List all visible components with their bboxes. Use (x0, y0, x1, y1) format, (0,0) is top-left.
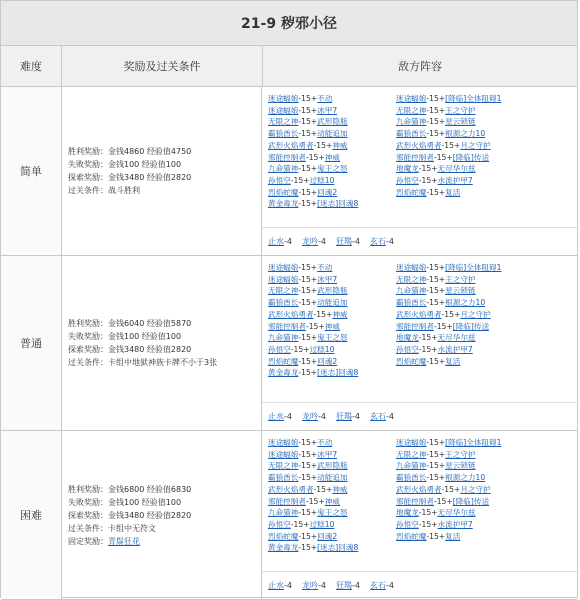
enemy-skill-link[interactable]: 星云锁链 (445, 286, 476, 296)
enemy-list (262, 256, 577, 379)
enemy-entry (268, 152, 396, 164)
enemy-skill-link[interactable]: 不动 (317, 94, 333, 103)
enemy-skill-link[interactable]: 水流护甲7 (437, 175, 473, 185)
rune-link[interactable]: 玄石 (369, 581, 386, 590)
enemy-card-link[interactable]: 迷途蝠娘 (268, 438, 299, 447)
enemy-card-link[interactable]: 武形火焰勇者 (268, 140, 314, 150)
rune-level: -4 (351, 237, 360, 246)
enemy-entry (396, 437, 524, 449)
rune-link[interactable]: 止水 (268, 412, 284, 421)
enemy-skill-link[interactable]: 过糕10 (309, 344, 335, 354)
enemy-card-link[interactable]: 地魔龙 (396, 508, 419, 518)
enemy-level: -15+ (298, 286, 318, 296)
enemies-cell (262, 256, 577, 430)
enemy-level: -15+ (298, 274, 318, 284)
enemy-entry (268, 460, 396, 472)
enemy-card-link[interactable]: 黄金毒龙 (268, 199, 299, 209)
reward-line: 失败奖励：金钱100 经验值100 (68, 497, 182, 507)
enemy-entry (268, 472, 396, 484)
enemy-level: -15+ (305, 496, 325, 506)
enemy-level: -15+ (426, 438, 446, 447)
enemy-card-link[interactable]: 迷途蝠娘 (268, 105, 299, 115)
reward-line: 失败奖励：金钱100 经验值100 (68, 160, 182, 169)
enemy-card-link[interactable]: 无限之神 (396, 105, 427, 115)
enemy-column-right (396, 93, 524, 210)
enemy-skill-link[interactable]: 王之守护 (445, 449, 476, 459)
enemy-entry (268, 140, 396, 152)
enemy-level: -15+ (290, 175, 310, 185)
table-body (1, 87, 577, 600)
enemy-level: -15+ (426, 105, 446, 115)
enemy-level: -15+ (298, 438, 318, 447)
rune-link[interactable]: 狂羯 (335, 237, 352, 246)
enemy-card-link[interactable]: 无限之神 (268, 117, 299, 127)
rune-level: -4 (317, 581, 326, 590)
enemy-entry (268, 285, 396, 297)
enemy-card-link[interactable]: 九命猫神 (268, 164, 299, 174)
enemy-skill-link[interactable]: [降临]全体阻碍1 (445, 263, 502, 272)
enemy-level: -15+ (298, 543, 318, 553)
enemy-entry (268, 519, 396, 531)
enemy-card-link[interactable]: 孙悟空 (268, 175, 291, 185)
enemy-skill-link[interactable]: 回魂2 (317, 187, 338, 197)
enemy-entry (268, 163, 396, 175)
fixed-reward-label: 固定奖励： (68, 536, 108, 546)
header-difficulty: 难度 (1, 46, 62, 86)
enemy-entry (396, 460, 524, 472)
table-row (1, 87, 577, 256)
enemy-card-link[interactable]: 无限之神 (268, 286, 299, 296)
enemy-entry (396, 152, 524, 164)
reward-line: 胜利奖励：金钱6040 经验值5870 (68, 319, 192, 328)
enemy-skill-link[interactable]: 月之守护 (460, 484, 491, 494)
enemy-skill-link[interactable]: 神威 (324, 152, 340, 162)
rune-level: -4 (284, 581, 292, 590)
enemy-skill-link[interactable]: 神威 (324, 321, 340, 331)
enemy-level: -15+ (426, 263, 446, 272)
enemy-skill-link[interactable]: [降临]全体阻碍1 (445, 438, 502, 447)
enemy-skill-link[interactable]: 冰甲7 (317, 449, 338, 459)
enemy-level: -15+ (426, 461, 446, 471)
enemy-level: -15+ (290, 344, 310, 354)
enemy-entry (396, 175, 524, 187)
enemy-skill-link[interactable]: 月之守护 (460, 309, 491, 319)
table-row (1, 431, 577, 600)
enemy-level: -15+ (298, 117, 318, 127)
enemy-card-link[interactable]: 邪能控制者 (396, 321, 434, 331)
rune-level: -4 (317, 412, 326, 421)
enemy-entry (396, 519, 524, 531)
enemy-level: -15+ (441, 140, 461, 150)
enemy-level: -15+ (418, 519, 438, 529)
enemy-skill-link[interactable]: 水流护甲7 (437, 344, 473, 354)
enemy-entry (268, 367, 396, 379)
enemy-card-link[interactable]: 地魔龙 (396, 164, 419, 174)
enemy-card-link[interactable]: 烈焰蛇魔 (396, 187, 427, 197)
enemy-skill-link[interactable]: 王之守护 (445, 105, 476, 115)
enemy-level: -15+ (426, 187, 446, 197)
enemy-skill-link[interactable]: 王之守护 (445, 274, 476, 284)
enemy-entry (396, 262, 524, 274)
enemy-card-link[interactable]: 孙悟空 (268, 519, 291, 529)
enemy-level: -15+ (298, 129, 318, 139)
enemy-skill-link[interactable]: 无尽华尔兹 (437, 164, 476, 174)
rune-link[interactable]: 狂羯 (335, 412, 352, 421)
reward-line: 过关条件：战斗胜利 (68, 186, 140, 195)
rune-link[interactable]: 狂羯 (335, 581, 352, 590)
enemy-skill-link[interactable]: 不动 (317, 438, 333, 447)
enemy-skill-link[interactable]: 根源之力10 (445, 298, 486, 308)
enemy-skill-link[interactable]: 冰甲7 (317, 274, 338, 284)
enemy-skill-link[interactable]: 神威 (332, 309, 348, 319)
enemy-card-link[interactable]: 霸狼酋长 (268, 473, 299, 483)
enemy-column-left (268, 262, 396, 379)
enemy-level: -15+ (298, 368, 318, 378)
enemy-card-link[interactable]: 邪能控制者 (268, 321, 306, 331)
enemy-card-link[interactable]: 迷途蝠娘 (396, 438, 427, 447)
difficulty-cell: 普通 (1, 256, 62, 430)
enemy-entry (268, 297, 396, 309)
enemy-entry (396, 128, 524, 140)
enemy-level: -15+ (305, 152, 325, 162)
enemy-level: -15+ (426, 94, 446, 103)
enemy-level: -15+ (298, 263, 318, 272)
enemy-level: -15+ (298, 473, 318, 483)
enemy-level: -15+ (433, 152, 453, 162)
enemy-entry (396, 332, 524, 344)
enemy-level: -15+ (441, 484, 461, 494)
rune-link[interactable]: 止水 (268, 237, 284, 246)
enemy-list (262, 87, 577, 210)
enemy-skill-link[interactable]: [迷志]回魂8 (317, 368, 359, 378)
enemy-level: -15+ (433, 496, 453, 506)
enemies-cell (262, 431, 577, 599)
enemy-skill-link[interactable]: 神威 (324, 496, 340, 506)
enemy-skill-link[interactable]: 动能追加 (317, 298, 348, 308)
enemy-level: -15+ (418, 175, 438, 185)
enemy-entry (396, 116, 524, 128)
enemy-entry (268, 484, 396, 496)
enemy-card-link[interactable]: 邪能控制者 (268, 496, 306, 506)
enemy-card-link[interactable]: 霸狼酋长 (396, 473, 427, 483)
enemy-card-link[interactable]: 烈焰蛇魔 (268, 187, 299, 197)
enemy-card-link[interactable]: 无限之神 (268, 461, 299, 471)
enemy-skill-link[interactable]: 复活 (445, 187, 461, 197)
enemy-entry (268, 542, 396, 554)
enemy-entry (268, 332, 396, 344)
enemy-entry (268, 309, 396, 321)
reward-line: 探索奖励：金钱3480 经验值2820 (68, 173, 192, 182)
enemy-card-link[interactable]: 黄金毒龙 (268, 543, 299, 553)
enemy-skill-link[interactable]: 武形隐瓶 (317, 286, 348, 296)
enemy-card-link[interactable]: 迷途蝠娘 (268, 274, 299, 284)
enemy-level: -15+ (426, 531, 446, 541)
enemy-skill-link[interactable]: 月之守护 (460, 140, 491, 150)
enemy-level: -15+ (313, 484, 333, 494)
enemy-level: -15+ (298, 187, 318, 197)
enemy-level: -15+ (418, 164, 438, 174)
enemy-card-link[interactable]: 孙悟空 (268, 344, 291, 354)
reward-line: 探索奖励：金钱3480 经验值2820 (68, 510, 192, 520)
fixed-reward-line (68, 535, 191, 548)
enemy-entry (396, 484, 524, 496)
rune-level: -4 (351, 412, 360, 421)
enemy-level: -15+ (426, 473, 446, 483)
enemy-card-link[interactable]: 迷途蝠娘 (396, 263, 427, 272)
enemy-level: -15+ (433, 321, 453, 331)
enemy-skill-link[interactable]: 无尽华尔兹 (437, 333, 476, 343)
enemy-card-link[interactable]: 霸狼酋长 (268, 298, 299, 308)
enemy-entry (268, 496, 396, 508)
enemy-card-link[interactable]: 孙悟空 (396, 519, 419, 529)
enemy-skill-link[interactable]: 回魂2 (317, 356, 338, 366)
enemy-entry (268, 437, 396, 449)
enemy-level: -15+ (426, 286, 446, 296)
enemy-card-link[interactable]: 武形火焰勇者 (268, 484, 314, 494)
enemy-card-link[interactable]: 烈焰蛇魔 (268, 531, 299, 541)
header-enemies: 敌方阵容 (398, 60, 442, 73)
enemy-skill-link[interactable]: 星云锁链 (445, 461, 476, 471)
enemy-card-link[interactable]: 九命猫神 (396, 461, 427, 471)
enemy-card-link[interactable]: 武形火焰勇者 (268, 309, 314, 319)
enemy-skill-link[interactable]: 神威 (332, 140, 348, 150)
enemy-skill-link[interactable]: 根源之力10 (445, 473, 486, 483)
enemy-entry (396, 496, 524, 508)
enemy-card-link[interactable]: 武形火焰勇者 (396, 484, 442, 494)
enemy-level: -15+ (426, 129, 446, 139)
page-title: 21-9 秽邪小径 (1, 1, 577, 46)
rune-level: -4 (284, 412, 292, 421)
table-row (1, 256, 577, 431)
enemy-skill-link[interactable]: 回魂2 (317, 531, 338, 541)
enemy-skill-link[interactable]: 冰甲7 (317, 105, 338, 115)
enemy-level: -15+ (298, 105, 318, 115)
enemy-card-link[interactable]: 烈焰蛇魔 (396, 356, 427, 366)
enemy-entry (396, 356, 524, 368)
rune-link[interactable]: 龙吟 (301, 237, 318, 246)
enemy-skill-link[interactable]: 无尽华尔兹 (437, 508, 476, 518)
enemy-entry (268, 449, 396, 461)
enemy-entry (396, 321, 524, 333)
enemy-card-link[interactable]: 霸狼酋长 (396, 298, 427, 308)
enemy-card-link[interactable]: 无限之神 (396, 449, 427, 459)
enemy-level: -15+ (313, 309, 333, 319)
enemy-level: -15+ (418, 508, 438, 518)
fixed-reward-link[interactable]: 青鬃狂花 (108, 536, 140, 546)
rune-level: -4 (385, 237, 394, 246)
reward-cell (62, 87, 262, 255)
enemy-entry (268, 175, 396, 187)
enemy-skill-link[interactable]: 水流护甲7 (437, 519, 473, 529)
rune-link[interactable]: 玄石 (369, 237, 386, 246)
rune-list (262, 402, 577, 430)
enemy-level: -15+ (298, 199, 318, 209)
enemy-column-left (268, 93, 396, 210)
reward-cell (62, 431, 262, 599)
enemy-entry (268, 321, 396, 333)
enemy-entry (268, 116, 396, 128)
enemy-entry (396, 140, 524, 152)
enemy-entry (396, 309, 524, 321)
rune-level: -4 (317, 237, 326, 246)
enemy-card-link[interactable]: 迷途蝠娘 (396, 94, 427, 103)
reward-line: 胜利奖励：金钱6800 经验值6830 (68, 484, 192, 494)
enemy-entry (268, 93, 396, 105)
enemy-level: -15+ (426, 449, 446, 459)
enemy-skill-link[interactable]: 不动 (317, 263, 333, 272)
difficulty-cell: 困难 (1, 431, 62, 599)
enemy-list (262, 431, 577, 554)
enemy-card-link[interactable]: 烈焰蛇魔 (396, 531, 427, 541)
enemy-skill-link[interactable]: 过糕10 (309, 175, 335, 185)
enemy-level: -15+ (298, 461, 318, 471)
enemy-card-link[interactable]: 九命猫神 (268, 508, 299, 518)
enemy-card-link[interactable]: 霸狼酋长 (268, 129, 299, 139)
enemy-level: -15+ (418, 344, 438, 354)
rune-list (262, 227, 577, 255)
enemy-level: -15+ (298, 508, 318, 518)
rune-list (262, 571, 577, 599)
enemies-cell (262, 87, 577, 255)
enemy-entry (268, 187, 396, 199)
enemy-card-link[interactable]: 邪能控制者 (268, 152, 306, 162)
enemy-skill-link[interactable]: 武形隐瓶 (317, 461, 348, 471)
enemy-level: -15+ (298, 356, 318, 366)
reward-line: 过关条件：卡组中无符文 (68, 523, 156, 533)
rune-level: -4 (351, 581, 360, 590)
reward-cell (62, 256, 262, 430)
enemy-skill-link[interactable]: 鬼王之怒 (317, 333, 348, 343)
enemy-skill-link[interactable]: [降临]传送 (452, 321, 490, 331)
enemy-entry (396, 344, 524, 356)
enemy-level: -15+ (298, 449, 318, 459)
enemy-card-link[interactable]: 孙悟空 (396, 175, 419, 185)
rune-link[interactable]: 玄石 (369, 412, 386, 421)
enemy-entry (268, 105, 396, 117)
enemy-skill-link[interactable]: [降临]传送 (452, 152, 490, 162)
enemy-card-link[interactable]: 邪能控制者 (396, 496, 434, 506)
enemy-card-link[interactable]: 迷途蝠娘 (268, 263, 299, 272)
enemy-card-link[interactable]: 无限之神 (396, 274, 427, 284)
enemy-entry (396, 163, 524, 175)
enemy-skill-link[interactable]: 鬼王之怒 (317, 508, 348, 518)
enemy-entry (396, 274, 524, 286)
enemy-entry (268, 262, 396, 274)
enemy-card-link[interactable]: 霸狼酋长 (396, 129, 427, 139)
enemy-entry (396, 507, 524, 519)
enemy-skill-link[interactable]: [迷志]回魂8 (317, 543, 359, 553)
rune-level: -4 (284, 237, 292, 246)
table-header (1, 46, 577, 87)
enemy-skill-link[interactable]: 神威 (332, 484, 348, 494)
difficulty-cell: 简单 (1, 87, 62, 255)
enemy-level: -15+ (290, 519, 310, 529)
enemy-column-left (268, 437, 396, 554)
enemy-card-link[interactable]: 九命猫神 (396, 117, 427, 127)
enemy-skill-link[interactable]: 动能追加 (317, 473, 348, 483)
enemy-level: -15+ (298, 298, 318, 308)
enemy-card-link[interactable]: 邪能控制者 (396, 152, 434, 162)
enemy-card-link[interactable]: 武形火焰勇者 (396, 140, 442, 150)
enemy-skill-link[interactable]: 复活 (445, 356, 461, 366)
header-reward: 奖励及过关条件 (62, 46, 263, 86)
enemy-entry (396, 93, 524, 105)
enemy-level: -15+ (305, 321, 325, 331)
enemy-entry (396, 297, 524, 309)
enemy-entry (268, 531, 396, 543)
enemy-skill-link[interactable]: 过糕10 (309, 519, 335, 529)
enemy-skill-link[interactable]: 复活 (445, 531, 461, 541)
enemy-level: -15+ (426, 117, 446, 127)
enemy-card-link[interactable]: 九命猫神 (268, 333, 299, 343)
enemy-skill-link[interactable]: [降临]全体阻碍1 (445, 94, 502, 103)
rune-level: -4 (385, 581, 394, 590)
enemy-entry (268, 128, 396, 140)
enemy-card-link[interactable]: 迷途蝠娘 (268, 449, 299, 459)
enemy-entry (268, 198, 396, 210)
enemy-skill-link[interactable]: [迷志]回魂8 (317, 199, 359, 209)
enemy-level: -15+ (298, 164, 318, 174)
enemy-entry (268, 344, 396, 356)
reward-line: 失败奖励：金钱100 经验值100 (68, 332, 182, 341)
enemy-level: -15+ (426, 298, 446, 308)
enemy-entry (396, 187, 524, 199)
enemy-column-right (396, 437, 524, 554)
enemy-card-link[interactable]: 迷途蝠娘 (268, 94, 299, 103)
enemy-level: -15+ (298, 531, 318, 541)
enemy-card-link[interactable]: 烈焰蛇魔 (268, 356, 299, 366)
enemy-entry (396, 472, 524, 484)
enemy-entry (396, 285, 524, 297)
enemy-level: -15+ (441, 309, 461, 319)
enemy-skill-link[interactable]: 星云锁链 (445, 117, 476, 127)
enemy-card-link[interactable]: 地魔龙 (396, 333, 419, 343)
rune-level: -4 (385, 412, 394, 421)
enemy-level: -15+ (298, 333, 318, 343)
rune-link[interactable]: 止水 (268, 581, 284, 590)
reward-line: 胜利奖励：金钱4860 经验值4750 (68, 147, 192, 156)
enemy-card-link[interactable]: 黄金毒龙 (268, 368, 299, 378)
enemy-entry (396, 449, 524, 461)
enemy-entry (396, 105, 524, 117)
enemy-level: -15+ (426, 274, 446, 284)
enemy-card-link[interactable]: 武形火焰勇者 (396, 309, 442, 319)
enemy-entry (268, 356, 396, 368)
enemy-level: -15+ (426, 356, 446, 366)
enemy-level: -15+ (418, 333, 438, 343)
enemy-skill-link[interactable]: 根源之力10 (445, 129, 486, 139)
reward-line: 过关条件：卡组中地狱神族卡牌不小于3张 (68, 358, 218, 367)
rune-link[interactable]: 龙吟 (301, 412, 318, 421)
enemy-entry (268, 274, 396, 286)
enemy-level: -15+ (313, 140, 333, 150)
rune-link[interactable]: 龙吟 (301, 581, 318, 590)
enemy-card-link[interactable]: 九命猫神 (396, 286, 427, 296)
enemy-column-right (396, 262, 524, 379)
enemy-entry (396, 531, 524, 543)
enemy-card-link[interactable]: 孙悟空 (396, 344, 419, 354)
enemy-skill-link[interactable]: 动能追加 (317, 129, 348, 139)
enemy-skill-link[interactable]: [降临]传送 (452, 496, 490, 506)
enemy-skill-link[interactable]: 鬼王之怒 (317, 164, 348, 174)
enemy-skill-link[interactable]: 武形隐瓶 (317, 117, 348, 127)
reward-line: 探索奖励：金钱3480 经验值2820 (68, 345, 192, 354)
enemy-entry (268, 507, 396, 519)
enemy-level: -15+ (298, 94, 318, 103)
